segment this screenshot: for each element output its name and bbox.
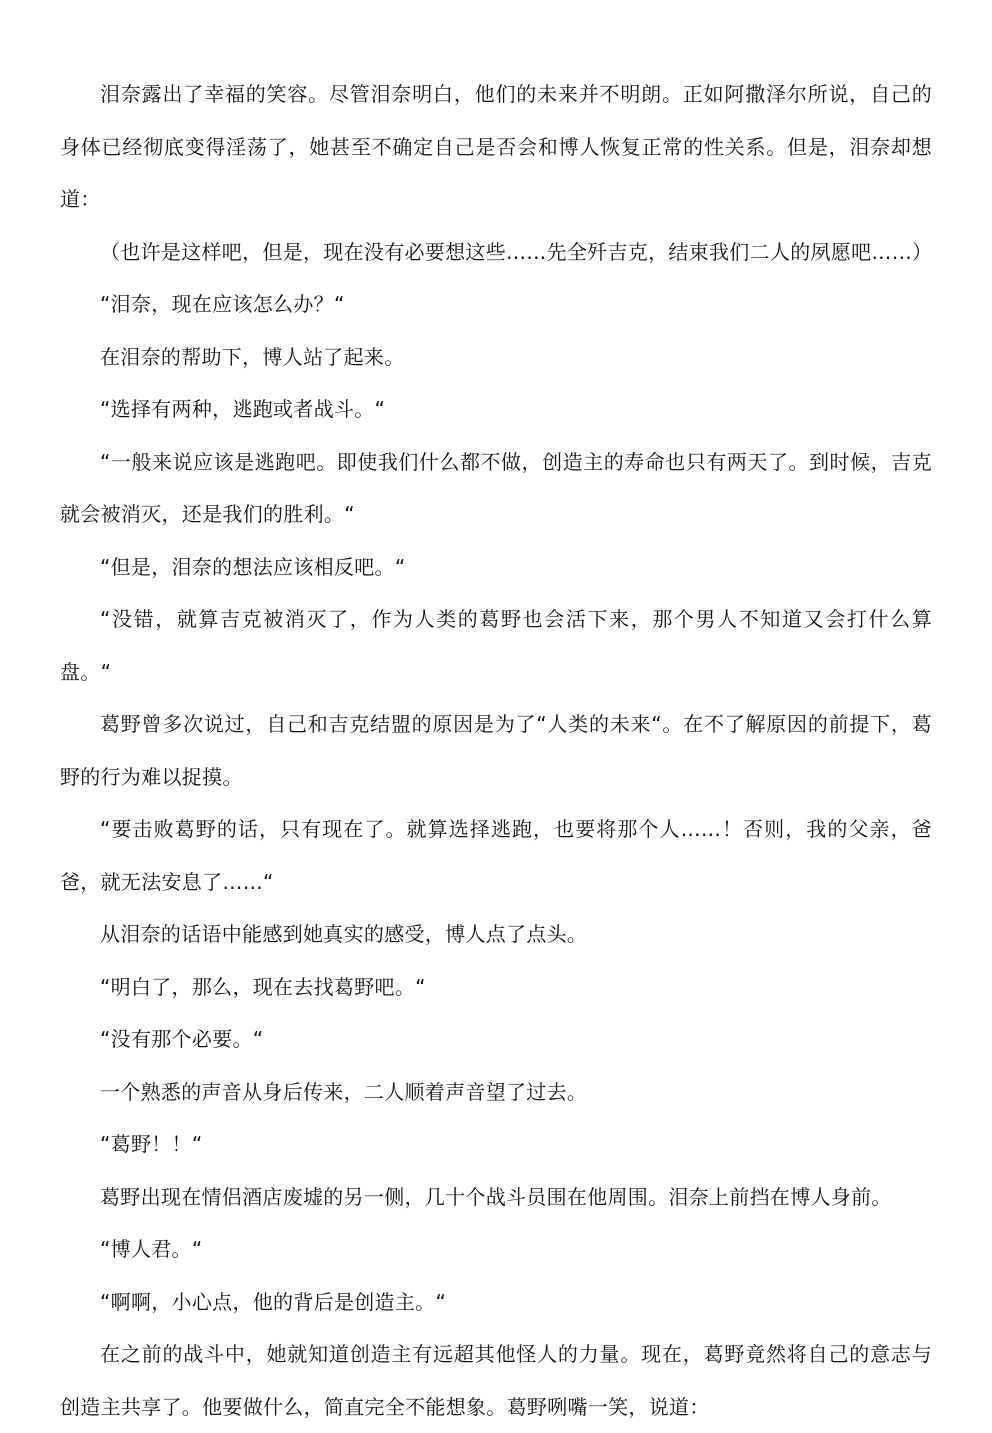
paragraph: 从泪奈的话语中能感到她真实的感受，博人点了点头。	[100, 922, 588, 946]
paragraph: （也许是这样吧，但是，现在没有必要想这些……先全歼吉克，结束我们二人的夙愿吧……）	[100, 239, 933, 264]
paragraph: “要击败葛野的话，只有现在了。就算选择逃跑，也要将那个人……！否则，我的父亲，爸爸，就无法安息了……“	[60, 817, 932, 894]
paragraph: 一个熟悉的声音从身后传来，二人顺着声音望了过去。	[100, 1079, 588, 1104]
paragraph: “啊啊，小心点，他的背后是创造主。“	[100, 1289, 447, 1314]
paragraph: 在之前的战斗中，她就知道创造主有远超其他怪人的力量。现在，葛野竟然将自己的意志与创造主共享了。他要做什么，简直完全不能想象。葛野咧嘴一笑，说道：	[60, 1342, 932, 1419]
paragraph: “明白了，那么，现在去找葛野吧。“	[100, 974, 426, 999]
paragraph: “没错，就算吉克被消灭了，作为人类的葛野也会活下来，那个男人不知道又会打什么算盘。“	[60, 607, 932, 684]
paragraph: 葛野出现在情侣酒店废墟的另一侧，几十个战斗员围在他周围。泪奈上前挡在博人身前。	[100, 1184, 892, 1209]
paragraph: 葛野曾多次说过，自己和吉克结盟的原因是为了“人类的未来“。在不了解原因的前提下，葛野的行为难以捉摸。	[60, 712, 932, 789]
body-text	[60, 68, 932, 1433]
paragraph: “博人君。“	[100, 1237, 203, 1261]
paragraph: “泪奈，现在应该怎么办？“	[100, 292, 345, 316]
paragraph: “但是，泪奈的想法应该相反吧。“	[100, 554, 406, 579]
paragraph: 泪奈露出了幸福的笑容。尽管泪奈明白，他们的未来并不明朗。正如阿撒泽尔所说，自己的身体已经彻底变得淫荡了，她甚至不确定自己是否会和博人恢复正常的性关系。但是，泪奈却想道：	[60, 82, 932, 211]
paragraph: 在泪奈的帮助下，博人站了起来。	[100, 344, 405, 369]
paragraph: “选择有两种，逃跑或者战斗。“	[100, 397, 386, 421]
paragraph: “葛野！！“	[100, 1132, 203, 1156]
paragraph: “没有那个必要。“	[100, 1027, 264, 1051]
paragraph: “一般来说应该是逃跑吧。即使我们什么都不做，创造主的寿命也只有两天了。到时候，吉克就会被消灭，还是我们的胜利。“	[60, 449, 932, 526]
